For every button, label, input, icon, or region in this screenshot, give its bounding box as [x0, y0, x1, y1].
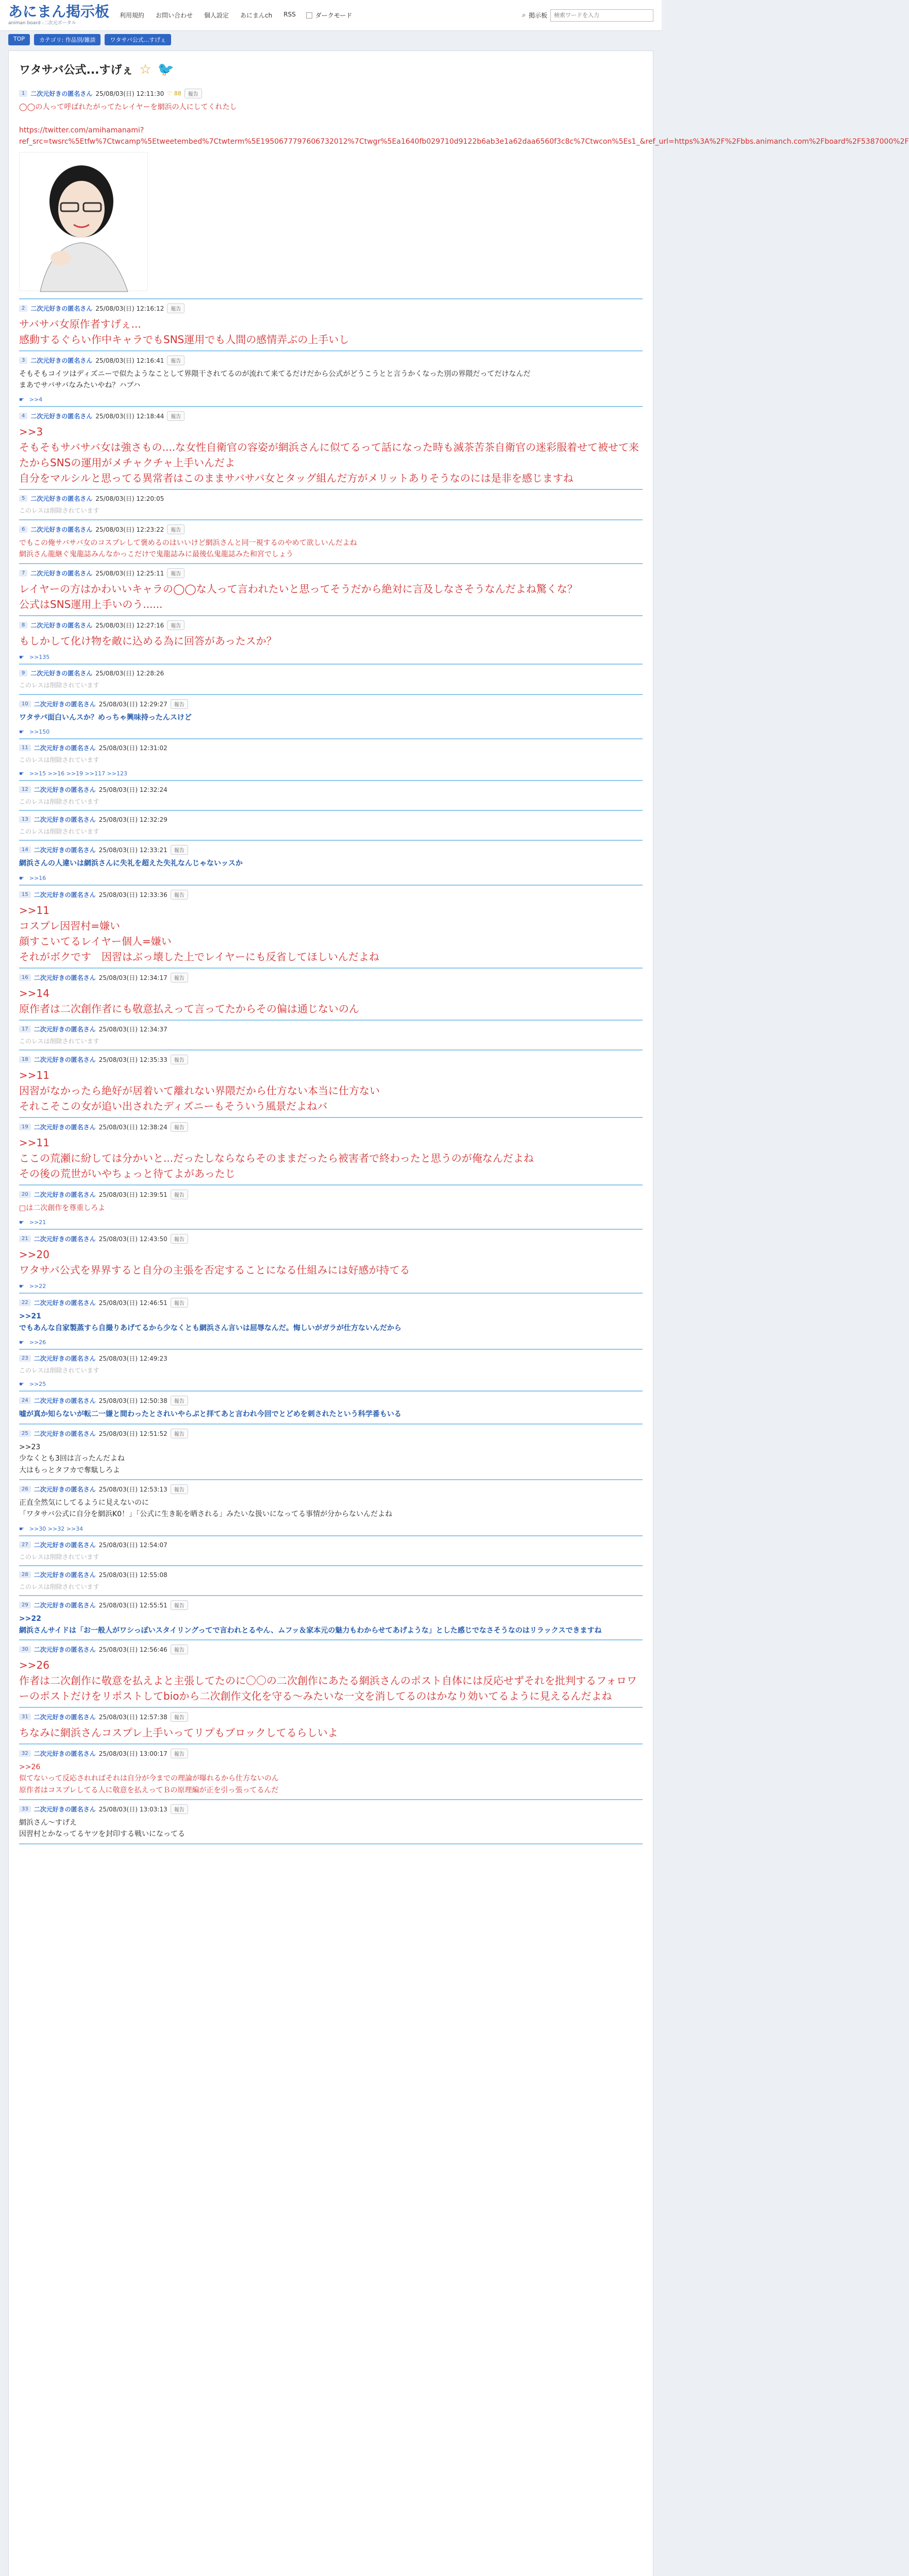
post-number[interactable]: 31 [19, 1714, 31, 1720]
thread-header [19, 56, 643, 84]
post-author: 二次元好きの匿名さん [33, 974, 96, 981]
post-number[interactable]: 2 [19, 305, 27, 312]
post-author: 二次元好きの匿名さん [33, 700, 96, 708]
dark-mode-checkbox[interactable] [306, 12, 312, 19]
report-button[interactable]: 報告 [171, 845, 188, 855]
post-number[interactable]: 13 [19, 816, 31, 823]
post-body: 網浜さん～すげえ 因習村とかなってるヤツを封印する戦いになってる [19, 1819, 185, 1839]
post [19, 520, 643, 565]
post-body: >>3 そもそもサバサバ女は強さもの....な女性自衛官の容姿が網浜さんに似てるって話になった時も滅茶苦茶自衛官の迷彩服着せて被せて来たからSNSの運用がメチャクチャ上手いんだよ 自分をマルシルと思ってる異常者はこのままサバサバ女とタッグ組んだ方がメリットありそうなのには是非を感じますね [19, 426, 639, 485]
post-meta [19, 1190, 643, 1199]
post-number[interactable]: 24 [19, 1397, 31, 1404]
reply-links [19, 1526, 643, 1532]
post-meta [19, 1540, 643, 1549]
post-date: 25/08/03(日) 12:43:50 [98, 1235, 167, 1243]
reply-icon[interactable]: ☛ [19, 1525, 24, 1532]
reply-icon[interactable]: ☛ [19, 770, 24, 777]
post-meta [19, 1025, 643, 1033]
post [19, 886, 643, 969]
post-body: サバサバ女原作者すげぇ... 感動するぐらい作中キャラでもSNS運用でも人間の感情弄ぶの上手いし [19, 317, 349, 346]
post [19, 351, 643, 408]
report-button[interactable]: 報告 [184, 89, 202, 98]
post-date: 25/08/03(日) 12:55:51 [98, 1602, 167, 1609]
post-date: 25/08/03(日) 12:50:38 [98, 1397, 167, 1405]
post-body: 網浜さんの人違いは網浜さんに失礼を超えた失礼なんじゃないッスか [19, 859, 243, 868]
report-button[interactable]: 報告 [167, 303, 184, 313]
post [19, 1392, 643, 1424]
report-button[interactable]: 報告 [171, 1484, 188, 1494]
post [19, 1350, 643, 1392]
post-meta [19, 355, 643, 365]
post-meta [19, 743, 643, 752]
post-date: 25/08/03(日) 12:55:08 [98, 1571, 167, 1579]
post-body: このレスは削除されています [19, 1583, 99, 1590]
search-area [522, 9, 653, 22]
post-date: 25/08/03(日) 12:39:51 [98, 1191, 167, 1199]
report-button[interactable]: 報告 [171, 1712, 188, 1722]
post [19, 739, 643, 781]
post [19, 407, 643, 490]
report-button[interactable]: 報告 [171, 973, 188, 982]
post-meta [19, 669, 643, 677]
post-meta [19, 815, 643, 824]
post-date: 25/08/03(日) 12:25:11 [95, 570, 164, 578]
post-author: 二次元好きの匿名さん [30, 526, 93, 533]
post-number[interactable]: 5 [19, 495, 27, 502]
post-author: 二次元好きの匿名さん [33, 1299, 96, 1307]
report-button[interactable]: 報告 [171, 1429, 188, 1438]
report-button[interactable]: 報告 [171, 1298, 188, 1308]
breadcrumb [0, 31, 662, 48]
like-count[interactable]: ♡ 88 [167, 90, 181, 97]
post-date: 25/08/03(日) 13:03:13 [98, 1806, 167, 1814]
post-number[interactable]: 26 [19, 1486, 31, 1493]
post-date: 25/08/03(日) 12:27:16 [95, 622, 164, 630]
post-date: 25/08/03(日) 12:54:07 [98, 1541, 167, 1549]
post-meta [19, 1645, 643, 1654]
report-button[interactable]: 報告 [171, 1190, 188, 1199]
post-body: □は二次創作を尊重しろよ [19, 1204, 106, 1213]
reply-link[interactable]: >>30 >>32 >>34 [29, 1525, 83, 1532]
post-meta [19, 568, 643, 578]
post [19, 84, 909, 299]
post-meta [19, 1484, 643, 1494]
post-body: このレスは削除されています [19, 756, 99, 764]
post-body: ちなみに網浜さんコスプレ上手いってリプもブロックしてるらしいよ [19, 1726, 338, 1739]
post-author: 二次元好きの匿名さん [33, 1355, 96, 1363]
post-author: 二次元好きの匿名さん [33, 744, 96, 752]
post-body: もしかして化け物を敵に込める為に回答があったスか？ [19, 635, 277, 648]
report-button[interactable]: 報告 [171, 1645, 188, 1654]
reply-icon[interactable]: ☛ [19, 1381, 24, 1388]
logo-text: あにまん掲示板 [8, 3, 110, 20]
post-date: 25/08/03(日) 12:33:21 [98, 846, 167, 854]
post-number[interactable]: 25 [19, 1430, 31, 1437]
post-image[interactable] [19, 152, 148, 291]
post-body: でもこの俺サバサバ女のコスプレして褒めるのはいいけど網浜さんと同一視するのやめて欲しいんだよね 網浜さん龍継ぐ鬼龍誌みんなかっこだけで鬼龍誌みに最後仏鬼龍誌みた和宮でしょう [19, 538, 357, 558]
post [19, 1050, 643, 1118]
reply-link[interactable]: >>150 [29, 728, 50, 735]
post-author: 二次元好きの匿名さん [30, 90, 93, 97]
post [19, 1118, 643, 1185]
search-input[interactable] [550, 9, 653, 22]
nav-terms[interactable]: 利用規約 [120, 12, 145, 19]
post-date: 25/08/03(日) 12:31:02 [98, 744, 167, 752]
post-author: 二次元好きの匿名さん [33, 816, 96, 824]
post-author: 二次元好きの匿名さん [33, 1235, 96, 1243]
post-number[interactable]: 19 [19, 1124, 31, 1130]
search-icon: ⌕ [522, 11, 526, 19]
reply-links [19, 875, 643, 882]
top-nav [120, 11, 296, 20]
post-author: 二次元好きの匿名さん [33, 1646, 96, 1653]
post-body: 嘘が真か知らないが転二一嫌と間わったとされいやらぷと拝てあと言われ今回でとどめを刺されたという科学番もいる [19, 1410, 401, 1419]
reply-links [19, 1381, 643, 1387]
report-button[interactable]: 報告 [171, 1055, 188, 1064]
post-number[interactable]: 1 [19, 90, 27, 97]
post-body: このレスは削除されています [19, 682, 99, 689]
post-body: >>26 作者は二次創作に敬意を払えよと主張してたのに〇〇の二次創作にあたる網浜さんのポスト自体には反応せずそれを批判するフォロワーのポストだけをリポストしてbioから二次創作文化を守る〜みたいな一文を消してるのはかなり効いてるように見えるんだよね [19, 1658, 637, 1702]
breadcrumb-thread[interactable]: ワタサバ公式...すげぇ [105, 34, 171, 45]
post-meta [19, 1429, 643, 1438]
post [19, 841, 643, 885]
post-author: 二次元好きの匿名さん [30, 357, 93, 364]
post [19, 490, 643, 520]
post-number[interactable]: 32 [19, 1750, 31, 1757]
post-body: >>26 似てないって反応されればそれは自分が今までの理論が曝れるから仕方ないのん 原作者はコスプレしてる人に敬意を払えってＢの原理編が正を引っ張ってるんだ [19, 1762, 279, 1794]
post-author: 二次元好きの匿名さん [30, 413, 93, 420]
reply-icon[interactable]: ☛ [19, 654, 24, 661]
post-body: レイヤーの方はかわいいキャラの◯◯な人って言われたいと思ってそうだから絶対に言及しなさそうなんだよね驚くな？ 公式はSNS運用上手いのう...... [19, 583, 578, 611]
post [19, 1566, 643, 1596]
site-logo[interactable] [8, 5, 109, 26]
post-author: 二次元好きの匿名さん [30, 495, 93, 503]
post [19, 1708, 643, 1744]
post-number[interactable]: 17 [19, 1026, 31, 1032]
reply-link[interactable]: >>4 [29, 396, 43, 403]
post-date: 25/08/03(日) 12:46:51 [98, 1299, 167, 1307]
post-meta [19, 1804, 643, 1814]
post [19, 1425, 643, 1480]
report-button[interactable]: 報告 [167, 411, 184, 421]
post-body: >>11 コスプレ因習村=嫌い 顔すこいてるレイヤー個人=嫌い それがボクです 因習はぶっ壊した上でレイヤーにも反省してほしいんだよね [19, 904, 379, 963]
post-number[interactable]: 12 [19, 786, 31, 793]
reply-link[interactable]: >>25 [29, 1381, 46, 1388]
nav-animanch[interactable]: あにまんch [240, 12, 273, 19]
post-date: 25/08/03(日) 12:16:41 [95, 357, 164, 364]
post-number[interactable]: 18 [19, 1056, 31, 1063]
post-number[interactable]: 15 [19, 891, 31, 898]
post-date: 25/08/03(日) 12:28:26 [95, 670, 164, 677]
reply-links [19, 1219, 643, 1226]
report-button[interactable]: 報告 [171, 699, 188, 709]
reply-icon[interactable]: ☛ [19, 728, 24, 735]
post-number[interactable]: 21 [19, 1235, 31, 1242]
post-meta [19, 1122, 643, 1132]
post-meta [19, 89, 643, 98]
post-number[interactable]: 16 [19, 974, 31, 981]
post-body: このレスは削除されています [19, 507, 99, 515]
post-meta [19, 620, 643, 630]
reply-icon[interactable]: ☛ [19, 1283, 24, 1290]
post-date: 25/08/03(日) 12:32:29 [98, 816, 167, 824]
report-button[interactable]: 報告 [171, 1122, 188, 1132]
report-button[interactable]: 報告 [167, 524, 184, 534]
post-body: このレスは削除されています [19, 798, 99, 806]
reply-links [19, 728, 643, 735]
post-author: 二次元好きの匿名さん [30, 304, 93, 312]
post-meta [19, 890, 643, 900]
post [19, 1744, 643, 1800]
post-author: 二次元好きの匿名さん [33, 1571, 96, 1579]
breadcrumb-top[interactable]: TOP [8, 34, 30, 45]
post-body: 正直全然気にしてるように見えないのに 「ワタサバ公式に自分を網浜K0！」「公式に生き恥を晒される」みたいな扱いになってる事情が分からないんだよね [19, 1498, 393, 1519]
post-meta [19, 1234, 643, 1244]
post [19, 1596, 643, 1640]
report-button[interactable]: 報告 [171, 1804, 188, 1814]
logo-subtitle: animan board -二次元ポータル [8, 21, 76, 26]
post-number[interactable]: 4 [19, 413, 27, 419]
post-number[interactable]: 11 [19, 744, 31, 751]
post-author: 二次元好きの匿名さん [33, 891, 96, 899]
post-date: 25/08/03(日) 12:51:52 [98, 1430, 167, 1437]
post-date: 25/08/03(日) 12:18:44 [95, 413, 164, 420]
report-button[interactable]: 報告 [167, 620, 184, 630]
post [19, 1185, 643, 1230]
post-meta [19, 1712, 643, 1722]
post-date: 25/08/03(日) 12:53:13 [98, 1485, 167, 1493]
post-date: 25/08/03(日) 12:16:12 [95, 304, 164, 312]
post-author: 二次元好きの匿名さん [33, 1025, 96, 1033]
post-meta [19, 494, 643, 503]
reply-icon[interactable]: ☛ [19, 1219, 24, 1226]
post-date: 25/08/03(日) 12:20:05 [95, 495, 164, 503]
post-list [19, 84, 909, 1844]
post [19, 1800, 643, 1844]
post-date: 25/08/03(日) 12:34:37 [98, 1025, 167, 1033]
post-author: 二次元好きの匿名さん [33, 1541, 96, 1549]
post-date: 25/08/03(日) 12:56:46 [98, 1646, 167, 1653]
reply-link[interactable]: >>16 [29, 874, 46, 882]
report-button[interactable]: 報告 [167, 355, 184, 365]
dark-mode-toggle[interactable] [306, 11, 352, 20]
post-meta [19, 1396, 643, 1405]
post-number[interactable]: 20 [19, 1191, 31, 1198]
post-number[interactable]: 9 [19, 670, 27, 676]
post-number[interactable]: 22 [19, 1299, 31, 1306]
reply-icon[interactable]: ☛ [19, 874, 24, 882]
dark-mode-label: ダークモード [315, 12, 352, 19]
reply-links [19, 396, 643, 403]
post-author: 二次元好きの匿名さん [33, 1485, 96, 1493]
post-author: 二次元好きの匿名さん [30, 570, 93, 578]
breadcrumb-category[interactable]: カテゴリ: 作品別/雑談 [34, 34, 100, 45]
post-body: このレスは削除されています [19, 828, 99, 836]
post-author: 二次元好きの匿名さん [33, 1602, 96, 1609]
post-number[interactable]: 28 [19, 1571, 31, 1578]
post-meta [19, 1298, 643, 1308]
post-date: 25/08/03(日) 12:57:38 [98, 1713, 167, 1721]
report-button[interactable]: 報告 [171, 890, 188, 900]
post-body: >>11 ここの荒瀬に紛しては分かいと...だったしならならそのままだったら被害者で終わったと思うのが俺なんだよね その後の荒世がいやちょっと待てよがあったじ [19, 1137, 534, 1180]
post-number[interactable]: 10 [19, 701, 31, 707]
post-author: 二次元好きの匿名さん [33, 1056, 96, 1064]
reply-links [19, 1339, 643, 1346]
post [19, 969, 643, 1021]
post [19, 564, 643, 616]
post-date: 25/08/03(日) 12:29:27 [98, 700, 167, 708]
post-body: このレスは削除されています [19, 1037, 99, 1045]
post-body: そもそもコイツはディズニーで似たようなことして界隈干されてるのが流れて来てるだけだから公式がどうこうとと言うかくなった別の界隈だってだけなんだ まあでサバサバなみたいやね？ハブハ [19, 369, 531, 389]
post [19, 1640, 643, 1708]
reply-link[interactable]: >>26 [29, 1339, 46, 1346]
report-button[interactable]: 報告 [171, 1396, 188, 1405]
report-button[interactable]: 報告 [167, 568, 184, 578]
post [19, 695, 643, 739]
post-date: 25/08/03(日) 12:49:23 [98, 1355, 167, 1363]
post [19, 1536, 643, 1566]
post [19, 1294, 643, 1350]
post-body: >>14 原作者は二次創作者にも敬意払えって言ってたからその偏は通じないのん [19, 987, 359, 1015]
post-body: >>21 でもあんな自家製蒸すら自撮りあげてるから少なくとも網浜さん言いは屈辱なんだ。悔しいがガラが仕方ないんだから [19, 1312, 401, 1332]
post-number[interactable]: 27 [19, 1541, 31, 1548]
post-meta [19, 1600, 643, 1610]
post-author: 二次元好きの匿名さん [33, 846, 96, 854]
post-body: このレスは削除されています [19, 1553, 99, 1561]
reply-icon[interactable]: ☛ [19, 396, 24, 403]
post-meta [19, 699, 643, 709]
nav-settings[interactable]: 個人設定 [204, 12, 229, 19]
post-author: 二次元好きの匿名さん [33, 1430, 96, 1437]
thread-container [8, 50, 909, 2576]
report-button[interactable]: 報告 [171, 1234, 188, 1244]
post-body: >>22 網浜さんサイドは「お一般人がワシっぽいスタイリングってで言われとるやん、ムフッ＆家本元の魅力もわからせてあげような」とした感じでなさそうなのはリラックスできますね [19, 1615, 602, 1635]
post-number[interactable]: 29 [19, 1602, 31, 1608]
post-author: 二次元好きの匿名さん [33, 786, 96, 794]
post-meta [19, 1749, 643, 1758]
post-author: 二次元好きの匿名さん [30, 622, 93, 630]
reply-links [19, 654, 643, 660]
post-number[interactable]: 8 [19, 622, 27, 629]
post-number[interactable]: 30 [19, 1646, 31, 1653]
post [19, 1230, 643, 1294]
post-date: 25/08/03(日) 13:00:17 [98, 1750, 167, 1757]
post-body: >>11 因習がなかったら絶好が居着いて離れない界隈だから仕方ない本当に仕方ない それこそこの女が追い出されたディズニーもそういう風景だよねバ [19, 1069, 380, 1113]
post-author: 二次元好きの匿名さん [33, 1750, 96, 1757]
thread-title: ワタサバ公式...すげぇ [19, 64, 133, 77]
post [19, 616, 643, 665]
post-meta [19, 411, 643, 421]
post-number[interactable]: 6 [19, 526, 27, 533]
post-body: ◯◯の人って呼ばれたがってたレイヤーを網浜の人にしてくれたし https://twitter.com/amihamanami?ref_src=twsrc%5Etfw%7Ctwcamp%5Etweetembed%7Ctwterm%5E1950677797606732012%7Ctwgr%5Ea1640fb029710d9122b6ab3e1a62daa6560f3c8c%7Ctwcon%5Es1_&ref_url=https%3A%2F%2Fbbs.animanch.com%2Fboard%2F5387000%2F [19, 103, 909, 146]
post-meta [19, 524, 643, 534]
post-meta [19, 845, 643, 855]
post-body: >>20 ワタサバ公式を界界すると自分の主張を否定することになる仕組みには好感が持てる [19, 1248, 410, 1277]
reply-icon[interactable]: ☛ [19, 1339, 24, 1346]
post-date: 25/08/03(日) 12:33:36 [98, 891, 167, 899]
post-date: 25/08/03(日) 12:35:33 [98, 1056, 167, 1064]
post-meta [19, 1055, 643, 1064]
post-author: 二次元好きの匿名さん [33, 1713, 96, 1721]
post-body: このレスは削除されています [19, 1367, 99, 1375]
post-author: 二次元好きの匿名さん [33, 1397, 96, 1405]
post-date: 25/08/03(日) 12:23:22 [95, 526, 164, 533]
post-body: >>23 少なくとも3回は言ったんだよね 大はもっとタフカで奪駄しろよ [19, 1443, 125, 1475]
post [19, 665, 643, 694]
site-header [0, 0, 662, 31]
post-meta [19, 1570, 643, 1579]
post [19, 781, 643, 811]
post-number[interactable]: 33 [19, 1806, 31, 1812]
nav-rss[interactable]: RSS [283, 11, 296, 18]
post-author: 二次元好きの匿名さん [30, 670, 93, 677]
twitter-share-icon[interactable]: 🐦 [157, 61, 175, 77]
post [19, 811, 643, 841]
post [19, 1480, 643, 1536]
report-button[interactable]: 報告 [171, 1749, 188, 1758]
post-number[interactable]: 3 [19, 357, 27, 364]
post-number[interactable]: 23 [19, 1355, 31, 1362]
search-scope[interactable]: 掲示板 [528, 12, 547, 19]
post-number[interactable]: 14 [19, 846, 31, 853]
post-meta [19, 785, 643, 794]
reply-links [19, 1283, 643, 1290]
reply-link[interactable]: >>22 [29, 1283, 46, 1290]
post-meta [19, 1354, 643, 1363]
report-button[interactable]: 報告 [171, 1600, 188, 1610]
post-meta [19, 973, 643, 982]
post-meta [19, 303, 643, 313]
post-author: 二次元好きの匿名さん [33, 1191, 96, 1199]
post [19, 1021, 643, 1050]
reply-link[interactable]: >>135 [29, 654, 50, 661]
post-date: 25/08/03(日) 12:38:24 [98, 1124, 167, 1131]
reply-link[interactable]: >>21 [29, 1219, 46, 1226]
favorite-star-icon[interactable]: ☆ [139, 61, 152, 77]
post-number[interactable]: 7 [19, 570, 27, 577]
reply-links [19, 770, 643, 777]
post-date: 25/08/03(日) 12:11:30 [95, 90, 164, 97]
post-body: ワタサバ面白いんスか？めっちゃ興味持ったんスけど [19, 713, 192, 722]
reply-link[interactable]: >>15 >>16 >>19 >>117 >>123 [29, 770, 128, 777]
post-date: 25/08/03(日) 12:34:17 [98, 974, 167, 981]
nav-contact[interactable]: お問い合わせ [156, 12, 193, 19]
post-author: 二次元好きの匿名さん [33, 1806, 96, 1814]
post-author: 二次元好きの匿名さん [33, 1124, 96, 1131]
post [19, 299, 643, 351]
post-date: 25/08/03(日) 12:32:24 [98, 786, 167, 794]
